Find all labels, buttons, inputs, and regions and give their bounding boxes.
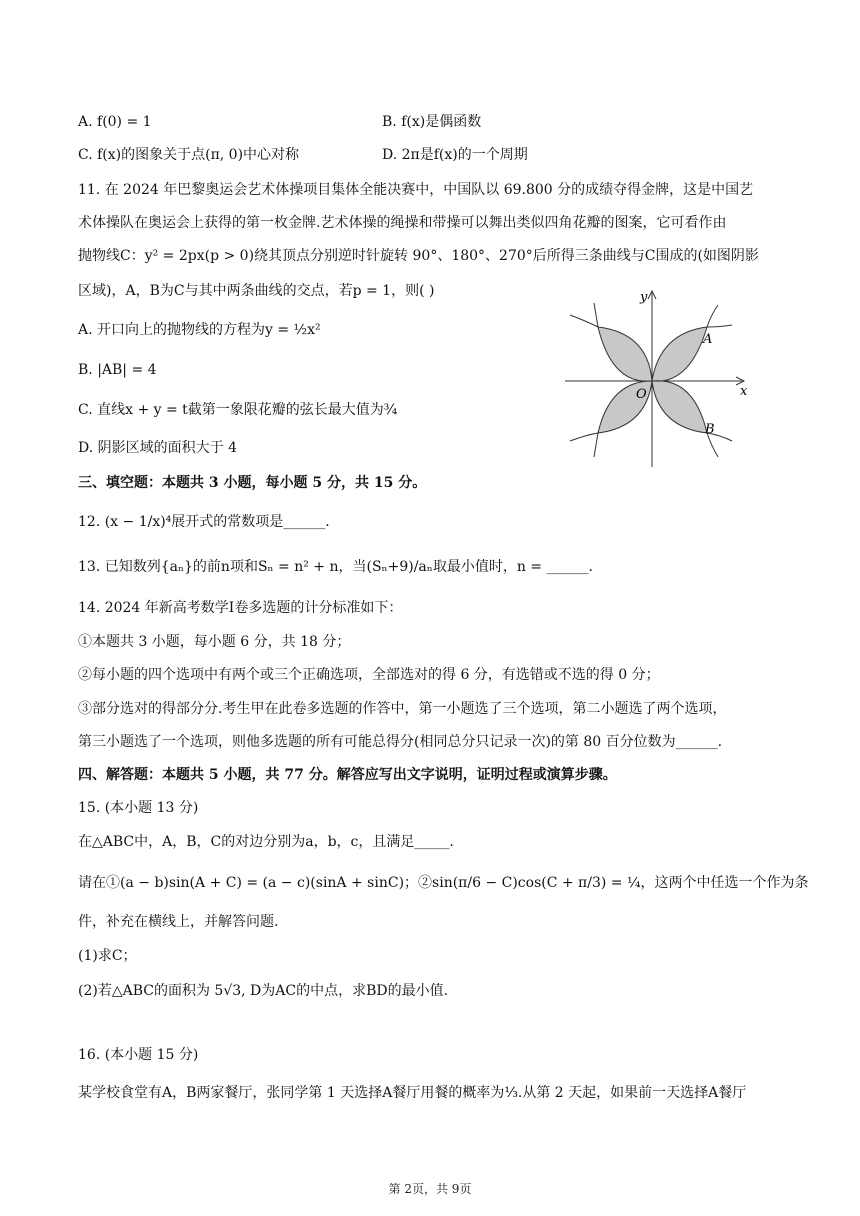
q16-line-1: 某学校食堂有A，B两家餐厅，张同学第 1 天选择A餐厅用餐的概率为⅓.从第 2 天起，如果前一天选择A餐厅 — [78, 1085, 747, 1101]
q14-line-1: 14. 2024 年新高考数学I卷多选题的计分标准如下： — [78, 600, 403, 616]
q11-line-2: 术体操队在奥运会上获得的第一枚金牌.艺术体操的绳操和带操可以舞出类似四角花瓣的图案，它可看作由 — [78, 215, 727, 231]
q15-line-2: 请在①(a − b)sin(A + C) = (a − c)(sinA + sinC)；②sin(π/6 − C)cos(C + π/3) = ¼，这两个中任选一个作为条 — [78, 875, 809, 891]
q15-line-5: (2)若△ABC的面积为 5√3, D为AC的中点，求BD的最小值. — [78, 983, 449, 999]
q11-option-c: C. 直线x + y = t截第一象限花瓣的弦长最大值为¾ — [78, 402, 398, 418]
q10-option-a: A. f(0) = 1 — [78, 114, 152, 130]
q12: 12. (x − 1/x)⁴展开式的常数项是______. — [78, 514, 330, 530]
point-b-label: B — [705, 422, 715, 437]
q14-line-5: 第三小题选了一个选项，则他多选题的所有可能总得分(相同总分只记录一次)的第 80 百分位数为______. — [78, 734, 723, 750]
q10-option-c: C. f(x)的图象关于点(π, 0)中心对称 — [78, 147, 300, 163]
q14-line-2: ①本题共 3 小题，每小题 6 分，共 18 分； — [78, 634, 351, 650]
q10-option-b: B. f(x)是偶函数 — [382, 114, 482, 130]
q15-line-1: 在△ABC中，A，B，C的对边分别为a，b，c，且满足_____. — [78, 834, 454, 850]
q11-option-d: D. 阴影区域的面积大于 4 — [78, 440, 237, 456]
q11-option-a: A. 开口向上的抛物线的方程为y = ½x² — [78, 322, 321, 338]
q15-line-3: 件，补充在横线上，并解答问题. — [78, 914, 279, 930]
y-axis-label: y — [640, 290, 648, 305]
section-4-heading: 四、解答题：本题共 5 小题，共 77 分。解答应写出文字说明，证明过程或演算步骤。 — [78, 767, 617, 783]
point-a-label: A — [703, 332, 713, 347]
origin-label: O — [636, 387, 647, 402]
petal-figure — [560, 285, 760, 470]
page-footer: 第 2页，共 9页 — [388, 1182, 472, 1196]
q11-line-3: 抛物线C：y² = 2px(p > 0)绕其顶点分别逆时针旋转 90°、180°、270°后所得三条曲线与C围成的(如图阴影 — [78, 248, 759, 264]
q16-title: 16. (本小题 15 分) — [78, 1047, 199, 1063]
q15-line-4: (1)求C； — [78, 948, 137, 964]
section-3-heading: 三、填空题：本题共 3 小题，每小题 5 分，共 15 分。 — [78, 475, 427, 491]
q11-line-4: 区域)，A，B为C与其中两条曲线的交点，若p = 1，则( ) — [78, 283, 435, 299]
q11-option-b: B. |AB| = 4 — [78, 362, 157, 378]
q14-line-4: ③部分选对的得部分分.考生甲在此卷多选题的作答中，第一小题选了三个选项，第二小题选了两个选项， — [78, 701, 727, 717]
q14-line-3: ②每小题的四个选项中有两个或三个正确选项，全部选对的得 6 分，有选错或不选的得 0 分； — [78, 667, 660, 683]
q11-line-1: 11. 在 2024 年巴黎奥运会艺术体操项目集体全能决赛中，中国队以 69.800 分的成绩夺得金牌，这是中国艺 — [78, 182, 754, 198]
q10-option-d: D. 2π是f(x)的一个周期 — [382, 147, 528, 163]
x-axis-label: x — [740, 384, 748, 399]
q15-title: 15. (本小题 13 分) — [78, 800, 199, 816]
q13: 13. 已知数列{aₙ}的前n项和Sₙ = n² + n，当(Sₙ+9)/aₙ取最小值时，n = ______. — [78, 559, 593, 575]
